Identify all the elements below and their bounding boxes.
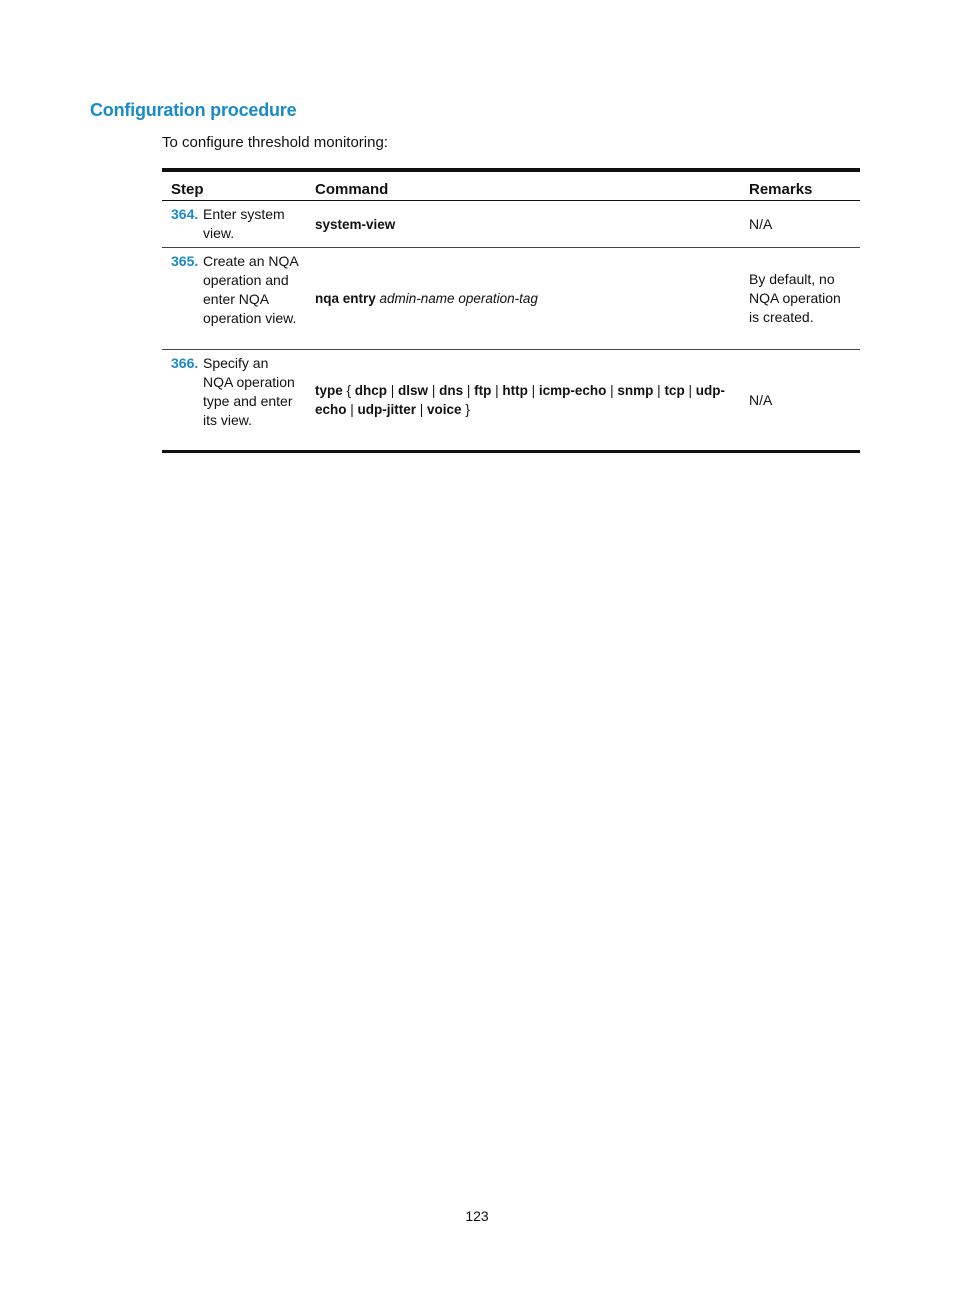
command-syntax: {	[342, 383, 355, 398]
command-syntax: |	[416, 402, 428, 417]
command-keyword: voice	[427, 402, 462, 417]
step-cell	[162, 201, 306, 248]
command-syntax: |	[428, 383, 440, 398]
command-keyword: tcp	[664, 383, 685, 398]
table-row	[162, 201, 860, 248]
section-heading: Configuration procedure	[90, 100, 297, 120]
command-syntax: |	[387, 383, 399, 398]
header-command: Command	[306, 170, 740, 201]
procedure-table	[162, 168, 860, 453]
command-syntax: |	[653, 383, 665, 398]
page-number: 123	[465, 1208, 489, 1224]
command-syntax: |	[684, 383, 696, 398]
remarks-cell: By default, no NQA operation is created.	[740, 248, 860, 350]
table-row	[162, 248, 860, 350]
command-keyword: icmp-echo	[538, 383, 607, 398]
table-header-row	[162, 170, 860, 201]
command-keyword: dhcp	[354, 383, 388, 398]
header-step: Step	[162, 170, 306, 201]
step-description: Enter system view.	[203, 206, 285, 241]
command-keyword: udp-echo	[315, 383, 725, 417]
command-syntax: |	[463, 383, 475, 398]
command-keyword: nqa entry	[315, 291, 376, 306]
command-keyword: udp-jitter	[357, 402, 417, 417]
command-cell	[306, 201, 740, 248]
command-syntax: |	[491, 383, 503, 398]
remarks-cell: N/A	[740, 350, 860, 452]
command-syntax: |	[346, 402, 358, 417]
intro-text: To configure threshold monitoring:	[162, 134, 388, 151]
step-number: 366.	[171, 355, 199, 371]
step-description: Specify an NQA operation type and enter its view.	[203, 355, 295, 428]
command-keyword: snmp	[617, 383, 654, 398]
command-keyword: dns	[439, 383, 464, 398]
command-cell	[306, 248, 740, 350]
step-cell	[162, 248, 306, 350]
step-number: 365.	[171, 253, 199, 269]
command-argument: admin-name operation-tag	[379, 291, 538, 306]
remarks-cell: N/A	[740, 201, 860, 248]
step-number: 364.	[171, 206, 199, 222]
command-syntax: |	[606, 383, 618, 398]
command-keyword: http	[502, 383, 528, 398]
step-cell	[162, 350, 306, 452]
command-keyword: system-view	[315, 216, 396, 232]
command-syntax: }	[461, 402, 470, 417]
command-cell	[306, 350, 740, 452]
step-description: Create an NQA operation and enter NQA operation view.	[203, 253, 298, 326]
command-syntax: |	[527, 383, 539, 398]
command-keyword: dlsw	[398, 383, 429, 398]
command-keyword: type	[315, 383, 343, 398]
command-keyword: ftp	[474, 383, 492, 398]
table-row	[162, 350, 860, 452]
header-remarks: Remarks	[740, 170, 860, 201]
